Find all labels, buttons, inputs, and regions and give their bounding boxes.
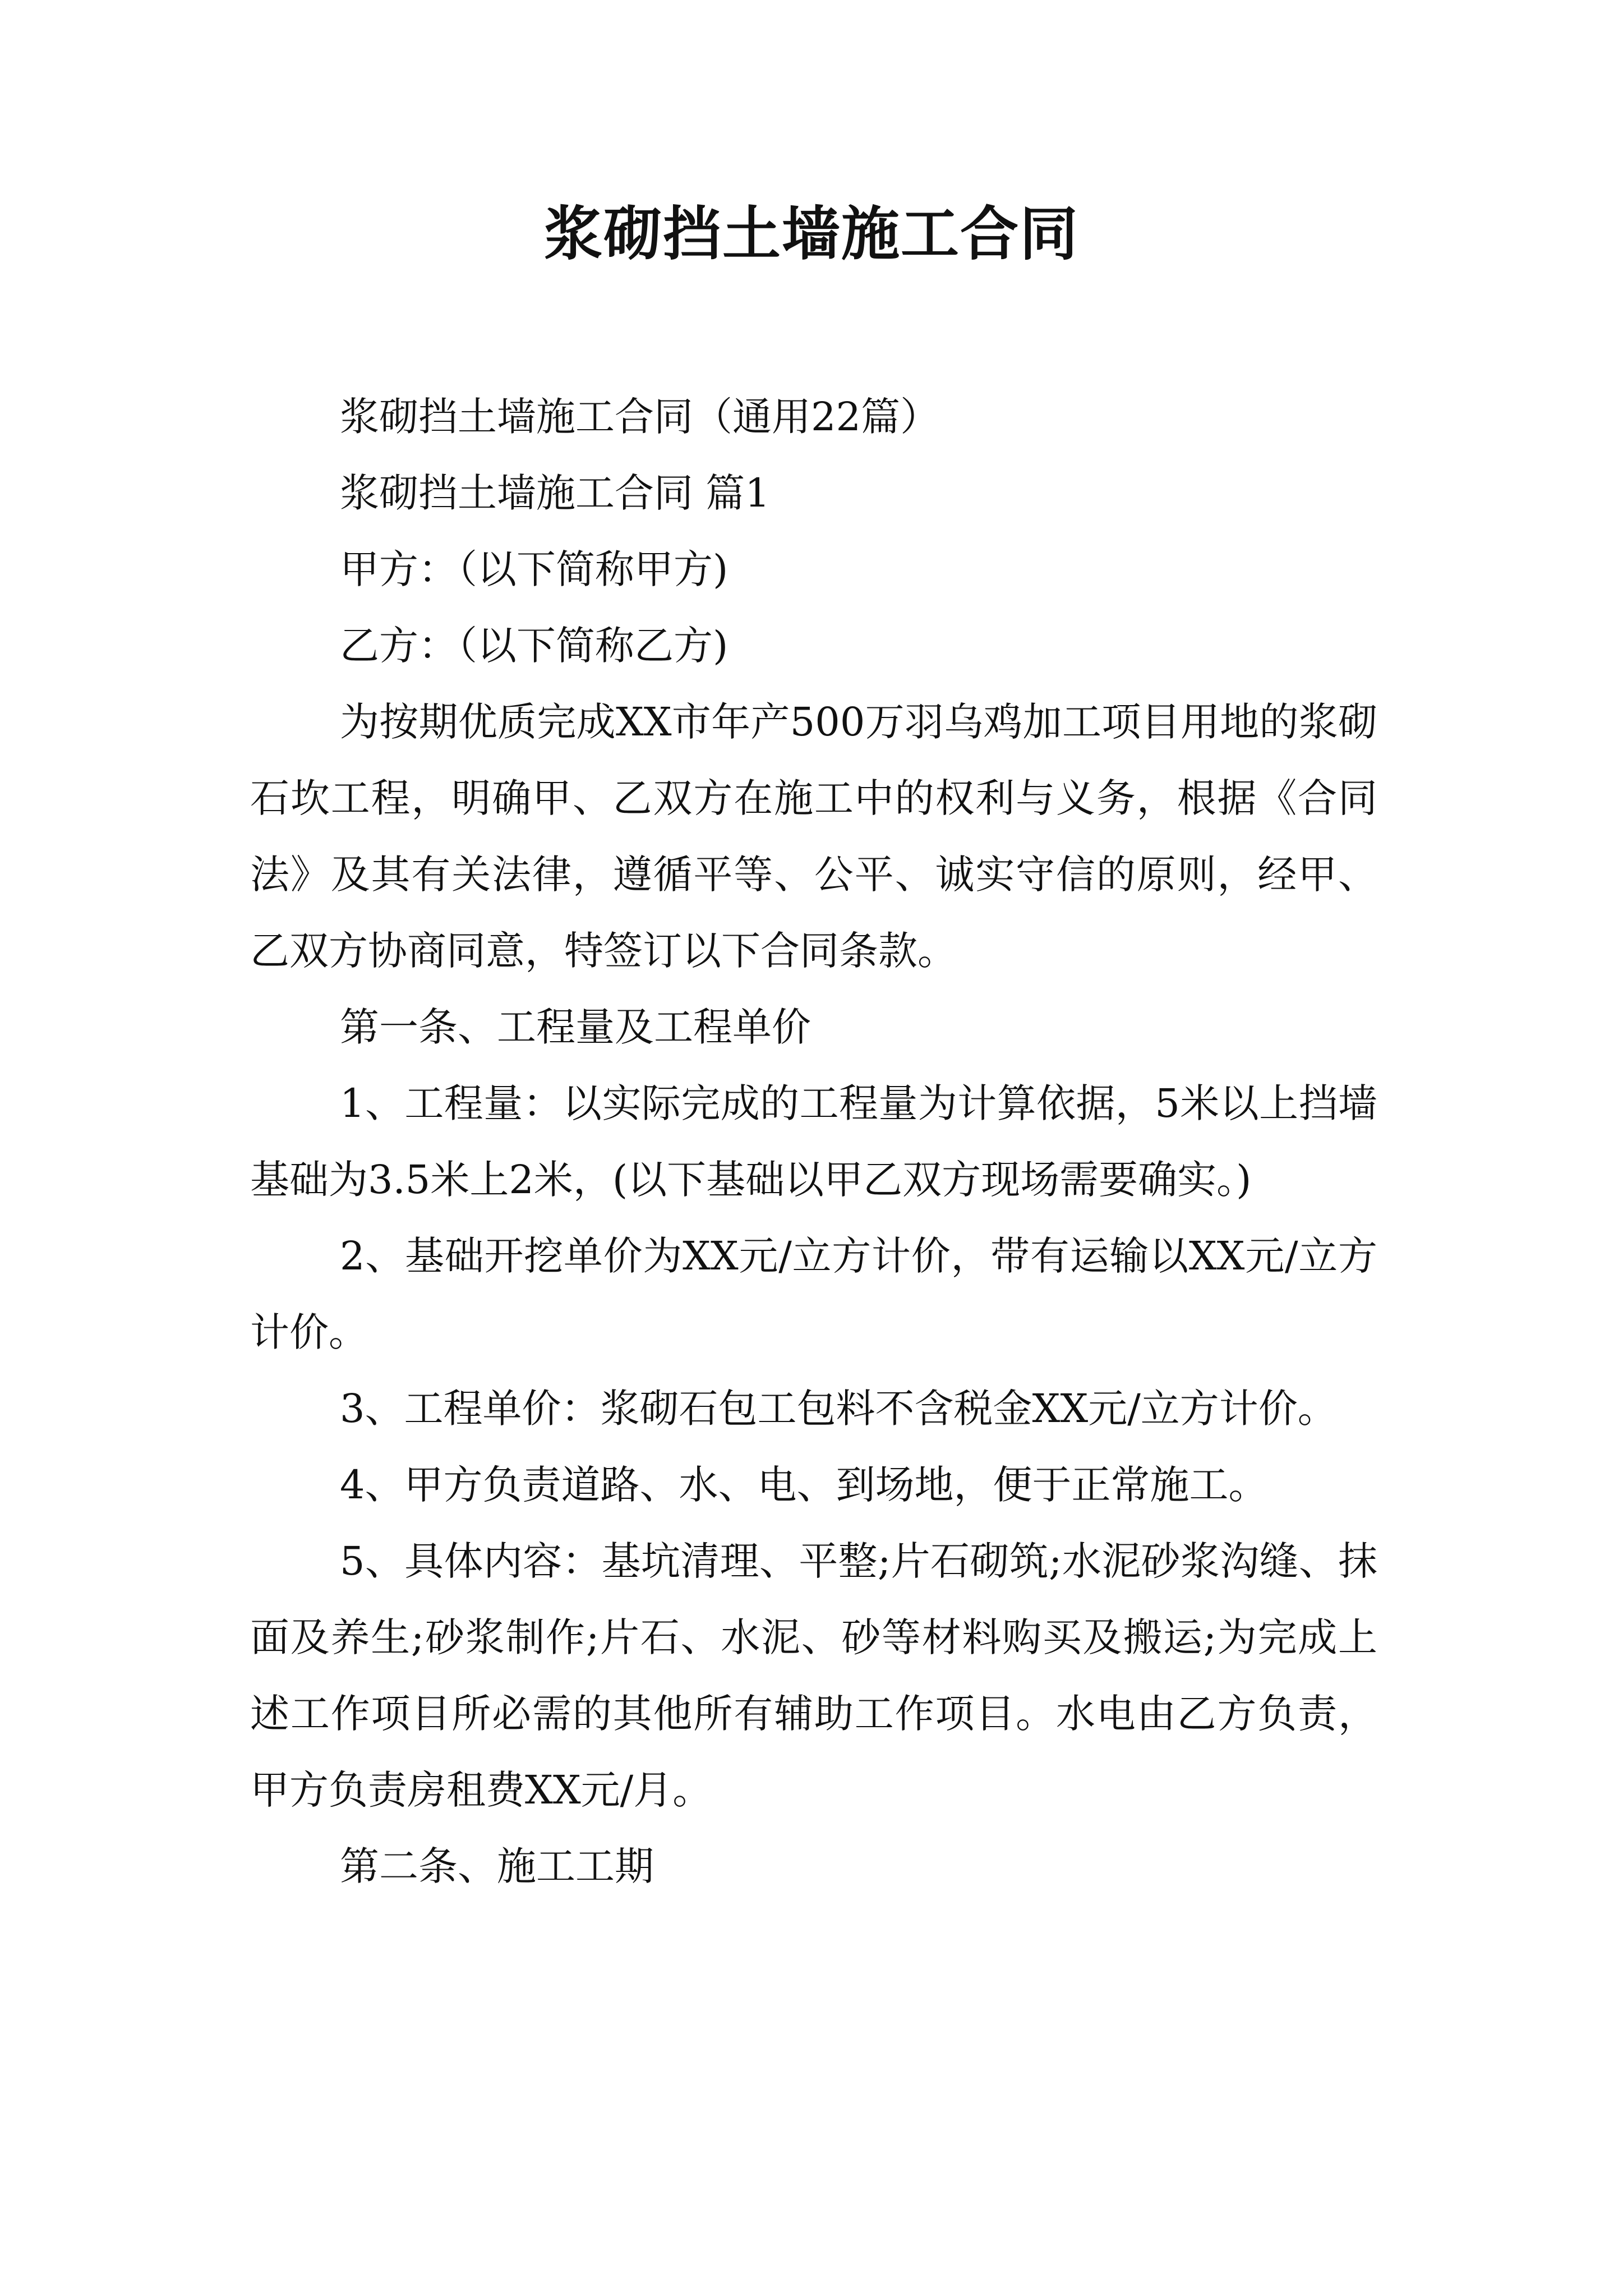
paragraph-item-2: 2、基础开挖单价为XX元/立方计价，带有运输以XX元/立方计价。	[250, 1233, 1377, 1355]
paragraph-party-b: 乙方：（以下简称乙方)	[340, 623, 728, 669]
document-title: 浆砌挡土墙施工合同	[543, 199, 1079, 268]
paragraph-clause-2-heading: 第二条、施工工期	[340, 1843, 654, 1889]
paragraph-item-1: 1、工程量：以实际完成的工程量为计算依据，5米以上挡墙基础为3.5米上2米，(以下基础以甲乙双方现场需要确实。)	[250, 1080, 1377, 1203]
document-body	[250, 379, 1377, 1904]
paragraph-article-heading: 浆砌挡土墙施工合同 篇1	[340, 470, 770, 516]
paragraph-item-5: 5、具体内容：基坑清理、平整;片石砌筑;水泥砂浆沟缝、抹面及养生;砂浆制作;片石、水泥、砂等材料购买及搬运;为完成上述工作项目所必需的其他所有辅助工作项目。水电由乙方负责，甲方负责房租费XX元/月。	[250, 1538, 1377, 1813]
paragraph-preamble: 为按期优质完成XX市年产500万羽乌鸡加工项目用地的浆砌石坎工程，明确甲、乙双方在施工中的权利与义务，根据《合同法》及其有关法律，遵循平等、公平、诚实守信的原则，经甲、乙双方协商同意，特签订以下合同条款。	[250, 699, 1377, 974]
paragraph-party-a: 甲方：（以下简称甲方)	[340, 546, 728, 592]
paragraph-clause-1-heading: 第一条、工程量及工程单价	[340, 1004, 811, 1050]
paragraph-item-4: 4、甲方负责道路、水、电、到场地，便于正常施工。	[340, 1462, 1268, 1508]
paragraph-collection-title: 浆砌挡土墙施工合同（通用22篇）	[340, 394, 940, 440]
paragraph-item-3: 3、工程单价：浆砌石包工包料不含税金XX元/立方计价。	[340, 1386, 1337, 1432]
